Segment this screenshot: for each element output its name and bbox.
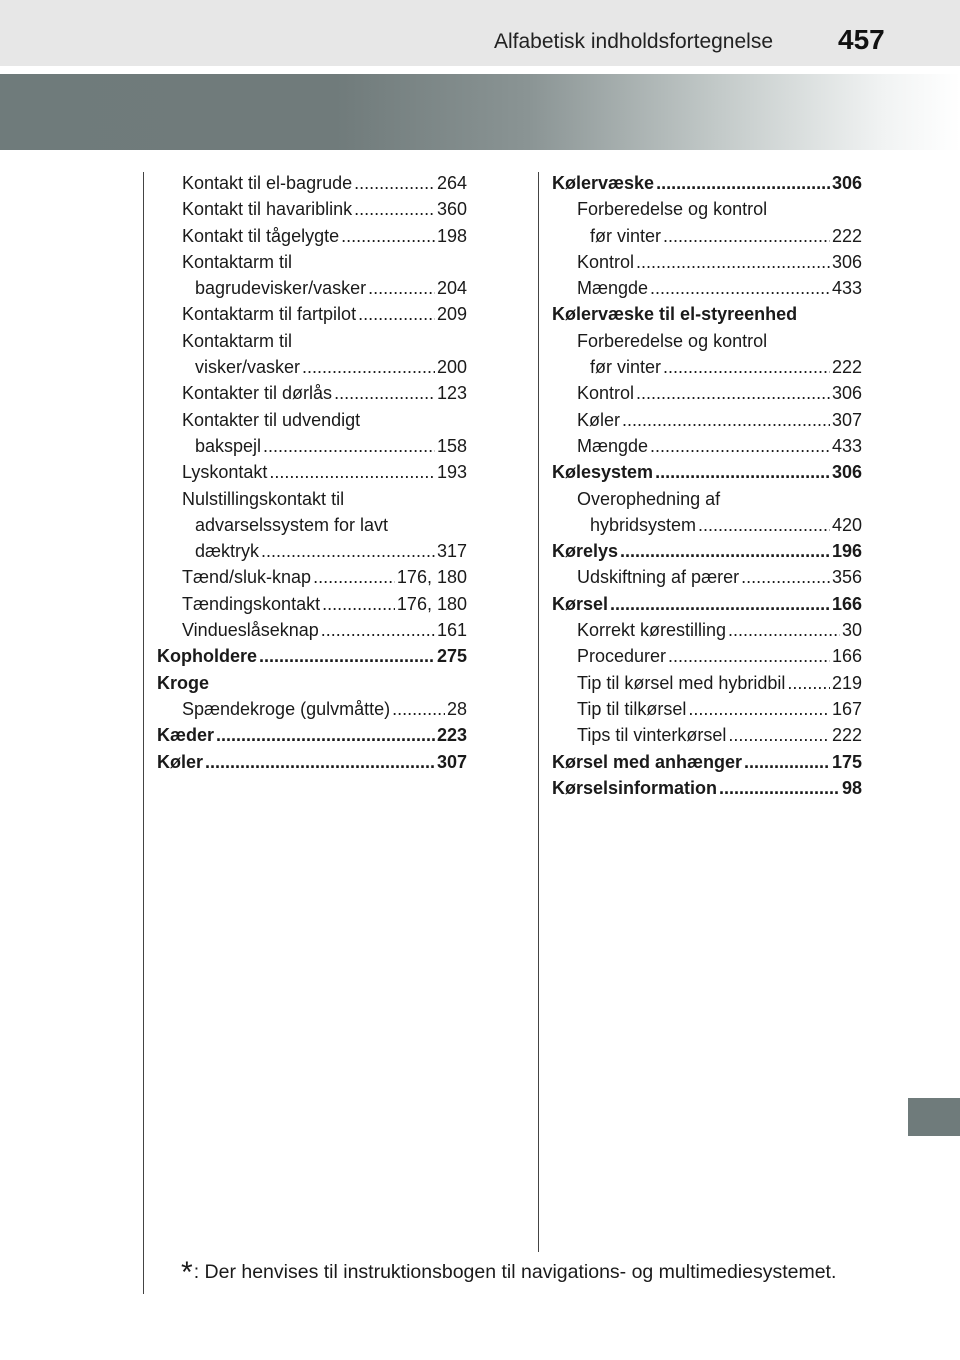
index-entry	[157, 223, 467, 249]
index-entry-text: Kontakt til havariblink	[182, 199, 353, 220]
index-entry	[157, 301, 467, 327]
footnote-symbol: *	[181, 1256, 193, 1289]
index-page-ref: 306	[831, 462, 862, 483]
dot-leader	[636, 380, 830, 406]
dot-leader	[392, 696, 445, 722]
index-entry	[552, 538, 862, 564]
index-page-ref: 204	[436, 278, 467, 299]
index-page-ref: 166	[831, 593, 862, 614]
index-page-ref: 176, 180	[396, 593, 467, 614]
index-page-ref: 196	[831, 541, 862, 562]
index-entry	[552, 512, 862, 538]
dot-leader	[698, 512, 830, 538]
index-entry-text: Nulstillingskontakt til	[182, 488, 345, 509]
index-entry	[552, 670, 862, 696]
index-entry-text: Procedurer	[577, 646, 667, 667]
dot-leader	[216, 722, 435, 748]
column-divider	[538, 172, 539, 1252]
index-entry-text: Kølervæske	[552, 173, 655, 193]
dot-leader	[313, 564, 395, 590]
dot-leader	[622, 407, 830, 433]
index-page-ref: 30	[841, 620, 862, 641]
index-page-ref: 317	[436, 541, 467, 562]
dot-leader	[668, 643, 830, 669]
dot-leader	[321, 617, 435, 643]
section-tab	[908, 1098, 960, 1136]
index-entry-text: Kørsel	[552, 593, 609, 614]
index-page-ref: 306	[831, 251, 862, 272]
index-entry	[552, 223, 862, 249]
index-entry-text: Spændekroge (gulvmåtte)	[182, 698, 391, 719]
index-entry	[552, 722, 862, 748]
index-entry-text: Kontaktarm til	[182, 251, 293, 272]
page-number: 457	[838, 24, 885, 55]
index-page-ref: 98	[841, 777, 862, 798]
index-entry-text: Mængde	[577, 278, 649, 299]
index-page-ref: 223	[436, 725, 467, 746]
index-entry-text: Kopholdere	[157, 646, 258, 667]
index-entry	[552, 486, 862, 512]
index-page-ref: 175	[831, 751, 862, 772]
index-page-ref: 222	[831, 357, 862, 378]
index-entry	[552, 749, 862, 775]
index-entry-text: Kontakter til dørlås	[182, 383, 333, 404]
dot-leader	[259, 643, 435, 669]
dot-leader	[636, 249, 830, 275]
index-entry	[157, 749, 467, 775]
index-entry	[157, 275, 467, 301]
header-strip	[0, 0, 960, 66]
index-entry-text: Kæder	[157, 725, 215, 746]
index-entry	[157, 564, 467, 590]
index-entry	[552, 617, 862, 643]
index-entry-text: før vinter	[590, 225, 662, 246]
index-entry	[552, 643, 862, 669]
index-page-ref: 307	[436, 751, 467, 772]
dot-leader	[263, 433, 435, 459]
index-entry-text: Lyskontakt	[182, 462, 268, 483]
index-entry	[157, 617, 467, 643]
index-entry-text: Kontakter til udvendigt	[182, 409, 361, 430]
left-rule	[143, 172, 144, 1294]
index-page-ref: 222	[831, 225, 862, 246]
dot-leader	[663, 223, 830, 249]
index-entry	[552, 380, 862, 406]
dot-leader	[688, 696, 830, 722]
index-entry	[157, 196, 467, 222]
index-entry-text: Kontaktarm til	[182, 330, 293, 351]
index-entry	[552, 433, 862, 459]
index-entry-text: Køler	[577, 409, 621, 430]
index-entry	[552, 354, 862, 380]
index-entry	[157, 249, 467, 275]
dot-leader	[744, 749, 830, 775]
index-entry-text: Tip til kørsel med hybridbil	[577, 672, 786, 693]
index-page-ref: 360	[436, 199, 467, 220]
dot-leader	[663, 354, 830, 380]
index-entry-text: Korrekt kørestilling	[577, 620, 727, 641]
index-page-ref: 167	[831, 698, 862, 719]
index-entry-text: Kontrol	[577, 251, 635, 272]
index-page-ref: 198	[436, 225, 467, 246]
index-entry	[552, 564, 862, 590]
dot-leader	[787, 670, 830, 696]
index-entry	[552, 775, 862, 801]
index-entry	[157, 486, 467, 512]
index-entry	[157, 328, 467, 354]
header-title: Alfabetisk indholdsfortegnelse	[494, 30, 774, 53]
index-entry	[157, 591, 467, 617]
index-entry-text: visker/vasker	[195, 357, 301, 378]
index-entry	[552, 275, 862, 301]
index-page-ref: 200	[436, 357, 467, 378]
index-page-ref: 219	[831, 672, 862, 693]
index-entry	[552, 196, 862, 222]
index-page-ref: 166	[831, 646, 862, 667]
dot-leader	[334, 380, 435, 406]
dot-leader	[656, 170, 830, 196]
index-entry	[157, 433, 467, 459]
index-entry	[552, 591, 862, 617]
index-entry-text: Forberedelse og kontrol	[577, 330, 768, 351]
index-entry-text: Kørsel med anhænger	[552, 751, 743, 772]
index-entry	[552, 170, 862, 196]
index-entry-text: Kølesystem	[552, 462, 654, 483]
index-entry	[157, 696, 467, 722]
dot-leader	[655, 459, 830, 485]
index-page-ref: 420	[831, 514, 862, 535]
index-page-ref: 433	[831, 278, 862, 299]
index-entry	[157, 380, 467, 406]
index-page-ref: 356	[831, 567, 862, 588]
dot-leader	[322, 591, 395, 617]
index-entry	[157, 459, 467, 485]
index-page-ref: 264	[436, 173, 467, 193]
dot-leader	[341, 223, 435, 249]
index-entry-text: Overophedning af	[577, 488, 721, 509]
index-page-ref: 28	[446, 698, 467, 719]
index-page-ref: 306	[831, 383, 862, 404]
dot-leader	[650, 433, 830, 459]
index-entry	[552, 249, 862, 275]
dot-leader	[358, 301, 435, 327]
index-entry	[157, 512, 467, 538]
dot-leader	[354, 170, 435, 196]
index-entry-text: Kontakt til el-bagrude	[182, 173, 353, 193]
index-page-ref: 306	[831, 173, 862, 193]
footnote	[181, 1256, 836, 1290]
index-entry-text: Tændingskontakt	[182, 593, 321, 614]
index-page-ref: 123	[436, 383, 467, 404]
index-entry-text: Kørelys	[552, 541, 619, 562]
dot-leader	[650, 275, 830, 301]
index-entry	[157, 538, 467, 564]
index-entry	[157, 407, 467, 433]
index-entry	[552, 459, 862, 485]
header-banner	[0, 74, 960, 150]
dot-leader	[620, 538, 830, 564]
index-page-ref: 176, 180	[396, 567, 467, 588]
index-page-ref: 158	[436, 435, 467, 456]
index-entry-text: bakspejl	[195, 435, 262, 456]
index-entry-text: advarselssystem for lavt	[195, 514, 389, 535]
dot-leader	[728, 722, 830, 748]
dot-leader	[269, 459, 435, 485]
index-column-left	[157, 170, 467, 775]
index-page-ref: 161	[436, 620, 467, 641]
index-page-ref: 433	[831, 435, 862, 456]
dot-leader	[368, 275, 435, 301]
index-entry	[552, 328, 862, 354]
dot-leader	[741, 564, 830, 590]
index-entry-text: Tip til tilkørsel	[577, 698, 687, 719]
index-page-ref: 307	[831, 409, 862, 430]
index-entry	[157, 643, 467, 669]
dot-leader	[728, 617, 840, 643]
index-entry-text: Kørselsinformation	[552, 777, 718, 798]
footnote-text: : Der henvises til instruktionsbogen til navigations- og multimediesystemet.	[193, 1261, 837, 1283]
index-entry-text: Vindueslåseknap	[182, 620, 319, 641]
dot-leader	[610, 591, 830, 617]
index-entry	[157, 670, 467, 696]
index-entry-text: Forberedelse og kontrol	[577, 199, 768, 220]
index-entry-text: Kroge	[157, 672, 210, 693]
index-page-ref: 193	[436, 462, 467, 483]
index-entry-text: hybridsystem	[590, 514, 697, 535]
index-entry	[552, 696, 862, 722]
index-entry-text: Køler	[157, 751, 204, 772]
index-entry-text: Udskiftning af pærer	[577, 567, 740, 588]
index-page-ref: 222	[831, 725, 862, 746]
index-entry-text: Kontrol	[577, 383, 635, 404]
dot-leader	[261, 538, 435, 564]
index-entry-text: Kontakt til tågelygte	[182, 225, 340, 246]
index-entry-text: Mængde	[577, 435, 649, 456]
index-entry	[157, 722, 467, 748]
index-page-ref: 275	[436, 646, 467, 667]
index-entry-text: dæktryk	[195, 541, 260, 562]
index-entry-text: før vinter	[590, 357, 662, 378]
index-entry	[552, 407, 862, 433]
index-entry	[157, 354, 467, 380]
index-entry	[157, 170, 467, 196]
index-entry	[552, 301, 862, 327]
dot-leader	[719, 775, 840, 801]
dot-leader	[205, 749, 435, 775]
dot-leader	[354, 196, 435, 222]
index-entry-text: Kølervæske til el-styreenhed	[552, 304, 798, 325]
index-entry-text: Tænd/sluk-knap	[182, 567, 312, 588]
index-column-right	[552, 170, 862, 801]
index-entry-text: bagrudevisker/vasker	[195, 278, 367, 299]
index-page-ref: 209	[436, 304, 467, 325]
index-entry-text: Kontaktarm til fartpilot	[182, 304, 357, 325]
dot-leader	[302, 354, 435, 380]
index-entry-text: Tips til vinterkørsel	[577, 725, 727, 746]
